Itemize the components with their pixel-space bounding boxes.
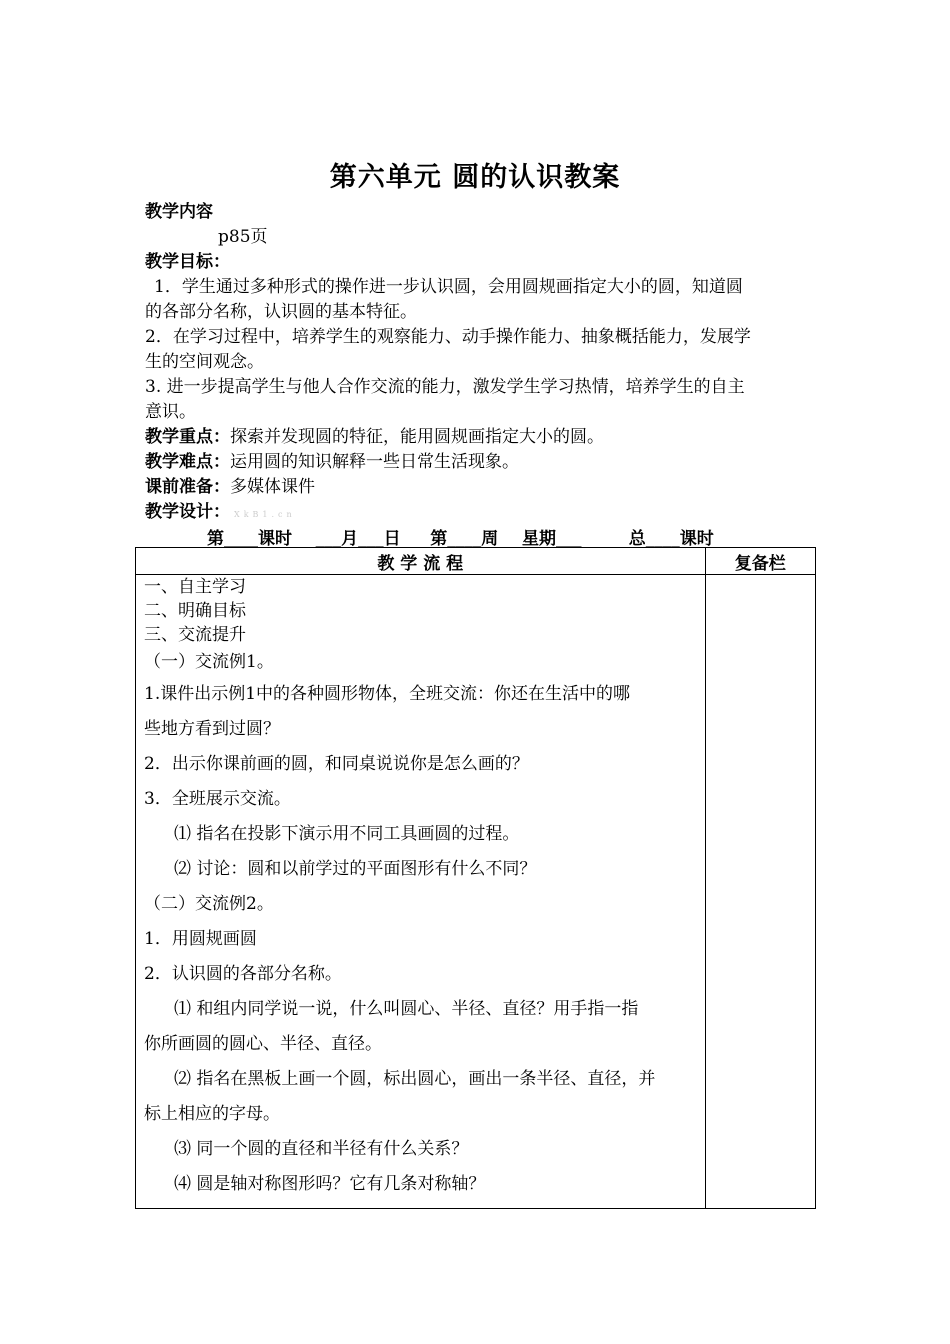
goal-line: 的各部分名称，认识圆的基本特征。: [145, 302, 417, 322]
step-line: 1.课件出示例1中的各种圆形物体，全班交流：你还在生活中的哪: [144, 684, 631, 704]
step-line: 1．用圆规画圆: [144, 929, 257, 949]
flow-header: 教 学 流 程: [136, 548, 706, 575]
step-line: 些地方看到过圆？: [144, 719, 280, 739]
content-value: p85页: [218, 227, 268, 247]
section-item: （一）交流例1。: [144, 652, 274, 672]
teaching-flow-table: [135, 547, 816, 1209]
goals-heading: 教学目标：: [145, 252, 230, 272]
preparation-label: 课前准备：: [145, 477, 230, 497]
document-title: 第六单元 圆的认识教案: [329, 162, 621, 193]
watermark-text: XkB1.cn: [234, 510, 296, 519]
table-body-row: [136, 575, 816, 1209]
step-line: ⑵ 指名在黑板上画一个圆，标出圆心，画出一条半径、直径，并: [174, 1069, 656, 1089]
preparation: [145, 475, 810, 499]
goal-line: 意识。: [145, 402, 196, 422]
content-heading: 教学内容: [145, 202, 213, 222]
section-item: 一、自主学习: [144, 577, 246, 597]
design: [145, 500, 810, 527]
step-line: 你所画圆的圆心、半径、直径。: [144, 1034, 382, 1054]
step-line: 2．认识圆的各部分名称。: [144, 964, 342, 984]
key-point: [145, 425, 810, 449]
goal-line: 生的空间观念。: [145, 352, 264, 372]
key-point-value: 探索并发现圆的特征，能用圆规画指定大小的圆。: [230, 427, 604, 447]
goal-line: 3. 进一步提高学生与他人合作交流的能力，激发学生学习热情，培养学生的自主: [145, 377, 745, 397]
section-item: 二、明确目标: [144, 601, 246, 621]
key-point-label: 教学重点：: [145, 427, 230, 447]
step-line: ⑴ 和组内同学说一说，什么叫圆心、半径、直径？用手指一指: [174, 999, 639, 1019]
step-line: 3．全班展示交流。: [144, 789, 291, 809]
step-line: 2．出示你课前画的圆，和同桌说说你是怎么画的？: [144, 754, 529, 774]
difficulty-value: 运用圆的知识解释一些日常生活现象。: [230, 452, 519, 472]
step-line: （二）交流例2。: [144, 894, 274, 914]
flow-content-cell: [136, 575, 706, 1209]
difficulty: [145, 450, 810, 474]
difficulty-label: 教学难点：: [145, 452, 230, 472]
step-line: 标上相应的字母。: [144, 1104, 280, 1124]
section-item: 三、交流提升: [144, 625, 246, 645]
design-label: 教学设计：: [145, 502, 230, 522]
step-line: ⑴ 指名在投影下演示用不同工具画圆的过程。: [174, 824, 520, 844]
step-line: ⑵ 讨论：圆和以前学过的平面图形有什么不同？: [174, 859, 537, 879]
notes-header: 复备栏: [705, 548, 815, 575]
preparation-value: 多媒体课件: [230, 477, 315, 497]
goal-line: 2．在学习过程中，培养学生的观察能力、动手操作能力、抽象概括能力，发展学: [145, 327, 751, 347]
step-line: ⑷ 圆是轴对称图形吗？它有几条对称轴？: [174, 1174, 486, 1194]
step-line: ⑶ 同一个圆的直径和半径有什么关系？: [174, 1139, 469, 1159]
notes-cell[interactable]: [705, 575, 815, 1209]
lesson-schedule-line: 第____课时 ___月___日 第____周 星期___ 总____课时: [207, 529, 714, 549]
table-header-row: [136, 548, 816, 575]
goal-line: 1．学生通过多种形式的操作进一步认识圆，会用圆规画指定大小的圆，知道圆: [154, 277, 743, 297]
